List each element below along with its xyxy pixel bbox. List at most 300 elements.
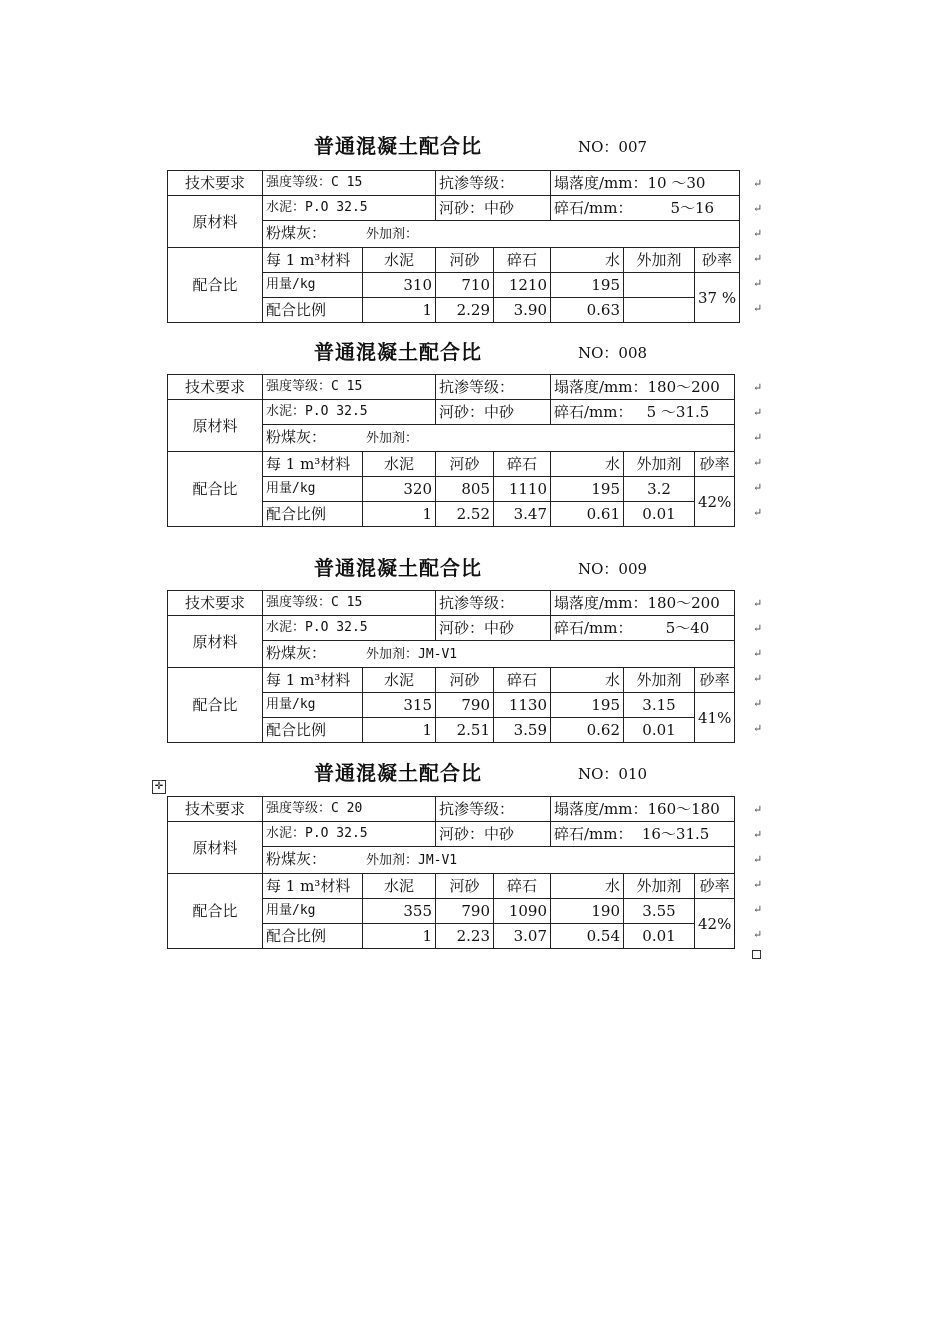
material-header-text: 砂率: [702, 251, 733, 269]
return-mark-icon: ↵: [753, 828, 763, 841]
usage-value: [551, 899, 624, 924]
return-mark-icon: ↵: [753, 597, 763, 610]
strength-grade-text: 强度等级：C 15: [266, 379, 363, 394]
return-mark-icon: ↵: [753, 481, 763, 494]
table-row: [168, 822, 735, 847]
usage-value-text: 310: [403, 276, 432, 294]
sand-rate-value: [695, 693, 735, 743]
raw-material-label-text: 原材料: [192, 212, 238, 231]
raw-material-label: [168, 400, 263, 452]
usage-value: [494, 899, 551, 924]
table-row: [168, 452, 735, 477]
table-row: [168, 797, 735, 822]
tech-req-label-text: 技术要求: [184, 800, 245, 818]
usage-value-text: 355: [403, 902, 432, 920]
sand-type: [436, 616, 551, 641]
usage-label-text: 用量/kg: [266, 481, 316, 496]
sand-rate-value-text: 42%: [698, 914, 732, 933]
material-header-text: 河砂: [449, 455, 480, 473]
material-header-text: 外加剂: [636, 671, 682, 689]
seepage-grade: [436, 375, 551, 400]
table-row: [168, 196, 740, 221]
flyash-admixture: [263, 221, 740, 248]
material-header: [695, 452, 735, 477]
stone-size-value: 5 ～31.5: [646, 403, 710, 421]
usage-value-text: 195: [591, 696, 620, 714]
section-title: 普通混凝土配合比: [314, 134, 482, 158]
ratio-value-text: 0.01: [642, 721, 676, 739]
slump-range-text: 塌落度/mm：10 ～30: [554, 174, 706, 192]
admixture-label: 外加剂：JM-V1: [366, 853, 458, 868]
flyash-admixture: [263, 641, 735, 668]
strength-grade: [263, 591, 436, 616]
stone-size-value: 5～40: [665, 619, 710, 637]
ratio-value-text: 0.54: [586, 927, 620, 945]
usage-value: [363, 899, 436, 924]
usage-label: [263, 477, 363, 502]
return-mark-icon: ↵: [753, 431, 763, 444]
return-mark-icon: ↵: [753, 928, 763, 941]
return-mark-icon: ↵: [753, 227, 763, 240]
material-header-text: 河砂: [449, 671, 480, 689]
mix-ratio-table: [167, 170, 740, 323]
usage-value-text: 1090: [508, 902, 547, 920]
usage-value-text: 320: [403, 480, 432, 498]
per-m3-label-text: 每 1 m³材料: [266, 455, 351, 473]
ratio-value: [494, 502, 551, 527]
per-m3-label: [263, 874, 363, 899]
tech-req-label: [168, 797, 263, 822]
return-mark-icon: ↵: [753, 722, 763, 735]
material-header: [494, 248, 551, 273]
stone-size: [551, 196, 740, 221]
usage-value: [363, 477, 436, 502]
material-header-text: 碎石: [506, 455, 537, 473]
material-header-text: 碎石: [506, 671, 537, 689]
return-mark-icon: ↵: [753, 506, 763, 519]
material-header: [624, 248, 695, 273]
usage-value-text: 790: [461, 696, 490, 714]
ratio-value: [624, 718, 695, 743]
per-m3-label: [263, 668, 363, 693]
cement-type: [263, 616, 436, 641]
material-header: [363, 452, 436, 477]
usage-label: [263, 899, 363, 924]
material-header: [436, 668, 494, 693]
material-header-text: 河砂: [449, 877, 480, 895]
material-header: [436, 248, 494, 273]
ratio-label-text: 配合比例: [266, 301, 327, 319]
tech-req-label: [168, 375, 263, 400]
cement-type-text: 水泥：P.O 32.5: [266, 826, 368, 841]
material-header: [695, 248, 740, 273]
usage-label-text: 用量/kg: [266, 903, 316, 918]
mix-ratio-label: [168, 874, 263, 949]
ratio-label-text: 配合比例: [266, 927, 327, 945]
stone-size: [551, 400, 735, 425]
ratio-value-text: 1: [422, 505, 432, 523]
usage-label-text: 用量/kg: [266, 277, 316, 292]
material-header: [363, 668, 436, 693]
ratio-value-text: 3.47: [513, 505, 547, 523]
material-header: [551, 668, 624, 693]
sand-type: [436, 400, 551, 425]
mix-ratio-table: [167, 796, 735, 949]
material-header: [551, 452, 624, 477]
ratio-value: [494, 298, 551, 323]
material-header-text: 水泥: [383, 877, 414, 895]
return-mark-icon: ↵: [753, 853, 763, 866]
ratio-value: [494, 924, 551, 949]
ratio-value: [624, 502, 695, 527]
flyash-label: 粉煤灰：: [266, 850, 327, 868]
strength-grade-text: 强度等级：C 20: [266, 801, 363, 816]
return-mark-icon: ↵: [753, 878, 763, 891]
return-mark-icon: ↵: [753, 803, 763, 816]
ratio-value-text: 0.62: [586, 721, 620, 739]
material-header-text: 水泥: [383, 455, 414, 473]
table-row: [168, 375, 735, 400]
usage-value: [494, 273, 551, 298]
raw-material-label-text: 原材料: [192, 632, 238, 651]
flyash-label: 粉煤灰：: [266, 428, 327, 446]
section-number: NO：008: [578, 344, 648, 362]
return-mark-icon: ↵: [753, 202, 763, 215]
material-header-text: 水泥: [383, 671, 414, 689]
usage-value-text: 1130: [508, 696, 547, 714]
mix-ratio-label-text: 配合比: [192, 696, 238, 714]
sand-type-text: 河砂：中砂: [439, 619, 515, 637]
material-header-text: 水: [604, 877, 620, 895]
usage-value: [494, 477, 551, 502]
usage-label: [263, 273, 363, 298]
table-row: [168, 591, 735, 616]
seepage-grade-text: 抗渗等级：: [439, 594, 515, 612]
section-number: NO：007: [578, 138, 648, 156]
usage-value: [624, 899, 695, 924]
table-row: [168, 874, 735, 899]
ratio-value: [494, 718, 551, 743]
usage-value: [363, 693, 436, 718]
material-header: [436, 452, 494, 477]
flyash-admixture: [263, 425, 735, 452]
usage-value: [551, 693, 624, 718]
table-row: [168, 400, 735, 425]
table-move-handle-icon[interactable]: ✛: [152, 780, 166, 794]
usage-value-text: 3.15: [642, 696, 676, 714]
table-row: [168, 248, 740, 273]
material-header: [363, 248, 436, 273]
ratio-label: [263, 924, 363, 949]
stone-size-label: 碎石/mm：: [554, 825, 633, 843]
tech-req-label: [168, 591, 263, 616]
tech-req-label: [168, 171, 263, 196]
raw-material-label-text: 原材料: [192, 838, 238, 857]
mix-ratio-label-text: 配合比: [192, 902, 238, 920]
ratio-label: [263, 298, 363, 323]
ratio-value-text: 2.52: [456, 505, 490, 523]
material-header: [551, 874, 624, 899]
strength-grade: [263, 797, 436, 822]
cement-type-text: 水泥：P.O 32.5: [266, 404, 368, 419]
mix-ratio-table: [167, 374, 735, 527]
ratio-label-text: 配合比例: [266, 505, 327, 523]
stone-size: [551, 616, 735, 641]
seepage-grade: [436, 591, 551, 616]
raw-material-label: [168, 196, 263, 248]
per-m3-label: [263, 452, 363, 477]
ratio-value: [624, 924, 695, 949]
per-m3-label: [263, 248, 363, 273]
section-title: 普通混凝土配合比: [314, 556, 482, 580]
usage-value: [436, 273, 494, 298]
cement-type: [263, 400, 436, 425]
usage-value-text: 805: [461, 480, 490, 498]
material-header: [624, 668, 695, 693]
material-header: [695, 668, 735, 693]
usage-value-text: 3.2: [647, 480, 671, 498]
ratio-value: [436, 298, 494, 323]
material-header: [624, 452, 695, 477]
material-header-text: 外加剂: [636, 877, 682, 895]
tech-req-label-text: 技术要求: [184, 594, 245, 612]
material-header-text: 外加剂: [636, 251, 682, 269]
return-mark-icon: ↵: [753, 406, 763, 419]
section-title: 普通混凝土配合比: [314, 340, 482, 364]
sand-rate-value-text: 42%: [698, 492, 732, 511]
sand-rate-value-text: 41%: [698, 708, 732, 727]
sand-type: [436, 196, 551, 221]
flyash-label: 粉煤灰：: [266, 224, 327, 242]
material-header-text: 砂率: [699, 877, 730, 895]
return-mark-icon: ↵: [753, 622, 763, 635]
per-m3-label-text: 每 1 m³材料: [266, 251, 351, 269]
ratio-value-text: 1: [422, 721, 432, 739]
return-mark-icon: ↵: [753, 302, 763, 315]
ratio-value: [363, 502, 436, 527]
table-row: [168, 668, 735, 693]
mix-ratio-label-text: 配合比: [192, 276, 238, 294]
slump-range-text: 塌落度/mm：180～200: [554, 378, 720, 396]
usage-label: [263, 693, 363, 718]
usage-value: [436, 693, 494, 718]
ratio-value-text: 2.23: [456, 927, 490, 945]
seepage-grade-text: 抗渗等级：: [439, 174, 515, 192]
flyash-label: 粉煤灰：: [266, 644, 327, 662]
material-header: [551, 248, 624, 273]
usage-value: [624, 477, 695, 502]
row-end-marks: [753, 797, 765, 947]
usage-value: [494, 693, 551, 718]
material-header: [494, 874, 551, 899]
admixture-label: 外加剂：: [366, 227, 419, 242]
return-mark-icon: ↵: [753, 252, 763, 265]
sand-rate-value: [695, 899, 735, 949]
material-header-text: 外加剂: [636, 455, 682, 473]
mix-ratio-table: [167, 590, 735, 743]
seepage-grade: [436, 171, 551, 196]
ratio-value-text: 1: [422, 301, 432, 319]
stone-size-label: 碎石/mm：: [554, 619, 633, 637]
usage-value: [624, 693, 695, 718]
material-header-text: 碎石: [506, 251, 537, 269]
usage-value-text: 1110: [508, 480, 547, 498]
seepage-grade-text: 抗渗等级：: [439, 378, 515, 396]
slump-range: [551, 171, 740, 196]
section-title: 普通混凝土配合比: [314, 761, 482, 785]
slump-range: [551, 797, 735, 822]
usage-value: [624, 273, 695, 298]
material-header: [695, 874, 735, 899]
strength-grade-text: 强度等级：C 15: [266, 175, 363, 190]
slump-range-text: 塌落度/mm：180～200: [554, 594, 720, 612]
usage-value: [436, 477, 494, 502]
usage-value: [363, 273, 436, 298]
ratio-value: [436, 924, 494, 949]
row-end-marks: [753, 375, 765, 525]
ratio-label-text: 配合比例: [266, 721, 327, 739]
admixture-label: 外加剂：: [366, 431, 419, 446]
mix-ratio-label-text: 配合比: [192, 480, 238, 498]
cement-type-text: 水泥：P.O 32.5: [266, 200, 368, 215]
ratio-value: [363, 924, 436, 949]
ratio-value-text: 2.51: [456, 721, 490, 739]
ratio-value: [363, 718, 436, 743]
seepage-grade-text: 抗渗等级：: [439, 800, 515, 818]
slump-range: [551, 591, 735, 616]
strength-grade-text: 强度等级：C 15: [266, 595, 363, 610]
mix-ratio-label: [168, 452, 263, 527]
admixture-label: 外加剂：JM-V1: [366, 647, 458, 662]
tech-req-label-text: 技术要求: [184, 378, 245, 396]
material-header: [494, 668, 551, 693]
return-mark-icon: ↵: [753, 277, 763, 290]
sand-rate-value: [695, 273, 740, 323]
ratio-value-text: 3.07: [513, 927, 547, 945]
material-header-text: 水: [604, 671, 620, 689]
mix-ratio-label: [168, 668, 263, 743]
sand-rate-value-text: 37 %: [698, 288, 737, 307]
material-header-text: 水泥: [383, 251, 414, 269]
ratio-value: [624, 298, 695, 323]
stone-size-value: 16～31.5: [641, 825, 710, 843]
raw-material-label: [168, 822, 263, 874]
sand-type-text: 河砂：中砂: [439, 403, 515, 421]
raw-material-label: [168, 616, 263, 668]
usage-value: [436, 899, 494, 924]
ratio-value: [551, 718, 624, 743]
usage-value: [551, 477, 624, 502]
stone-size-label: 碎石/mm：: [554, 403, 633, 421]
cement-type: [263, 822, 436, 847]
material-header-text: 砂率: [699, 455, 730, 473]
material-header: [436, 874, 494, 899]
usage-value-text: 790: [461, 902, 490, 920]
section-number: NO：009: [578, 560, 648, 578]
row-end-marks: [753, 591, 765, 741]
table-resize-handle-icon[interactable]: [752, 950, 761, 959]
strength-grade: [263, 375, 436, 400]
usage-value-text: 190: [591, 902, 620, 920]
seepage-grade: [436, 797, 551, 822]
material-header-text: 河砂: [449, 251, 480, 269]
ratio-label: [263, 502, 363, 527]
return-mark-icon: ↵: [753, 177, 763, 190]
material-header-text: 砂率: [699, 671, 730, 689]
slump-range: [551, 375, 735, 400]
return-mark-icon: ↵: [753, 672, 763, 685]
ratio-value-text: 0.63: [586, 301, 620, 319]
return-mark-icon: ↵: [753, 647, 763, 660]
sand-type-text: 河砂：中砂: [439, 825, 515, 843]
ratio-value-text: 0.01: [642, 927, 676, 945]
cement-type-text: 水泥：P.O 32.5: [266, 620, 368, 635]
return-mark-icon: ↵: [753, 456, 763, 469]
sand-type: [436, 822, 551, 847]
ratio-value-text: 0.61: [586, 505, 620, 523]
material-header-text: 水: [604, 251, 620, 269]
stone-size-label: 碎石/mm：: [554, 199, 633, 217]
material-header: [624, 874, 695, 899]
strength-grade: [263, 171, 436, 196]
material-header: [363, 874, 436, 899]
flyash-admixture: [263, 847, 735, 874]
usage-value-text: 195: [591, 276, 620, 294]
ratio-value: [551, 924, 624, 949]
usage-value: [551, 273, 624, 298]
material-header-text: 水: [604, 455, 620, 473]
per-m3-label-text: 每 1 m³材料: [266, 671, 351, 689]
stone-size-value: 5～16: [670, 199, 715, 217]
return-mark-icon: ↵: [753, 697, 763, 710]
ratio-value: [551, 298, 624, 323]
row-end-marks: [753, 171, 765, 321]
mix-ratio-label: [168, 248, 263, 323]
usage-value-text: 1210: [508, 276, 547, 294]
per-m3-label-text: 每 1 m³材料: [266, 877, 351, 895]
tech-req-label-text: 技术要求: [184, 174, 245, 192]
usage-label-text: 用量/kg: [266, 697, 316, 712]
ratio-value-text: 2.29: [456, 301, 490, 319]
stone-size: [551, 822, 735, 847]
section-number: NO：010: [578, 765, 648, 783]
ratio-value: [363, 298, 436, 323]
ratio-value-text: 3.90: [513, 301, 547, 319]
material-header: [494, 452, 551, 477]
usage-value-text: 710: [461, 276, 490, 294]
ratio-value: [436, 718, 494, 743]
return-mark-icon: ↵: [753, 381, 763, 394]
ratio-value: [551, 502, 624, 527]
ratio-label: [263, 718, 363, 743]
return-mark-icon: ↵: [753, 903, 763, 916]
cement-type: [263, 196, 436, 221]
ratio-value-text: 0.01: [642, 505, 676, 523]
sand-rate-value: [695, 477, 735, 527]
usage-value-text: 315: [403, 696, 432, 714]
ratio-value: [436, 502, 494, 527]
raw-material-label-text: 原材料: [192, 416, 238, 435]
sand-type-text: 河砂：中砂: [439, 199, 515, 217]
material-header-text: 碎石: [506, 877, 537, 895]
slump-range-text: 塌落度/mm：160～180: [554, 800, 720, 818]
ratio-value-text: 1: [422, 927, 432, 945]
usage-value-text: 195: [591, 480, 620, 498]
table-row: [168, 171, 740, 196]
usage-value-text: 3.55: [642, 902, 676, 920]
table-row: [168, 616, 735, 641]
ratio-value-text: 3.59: [513, 721, 547, 739]
